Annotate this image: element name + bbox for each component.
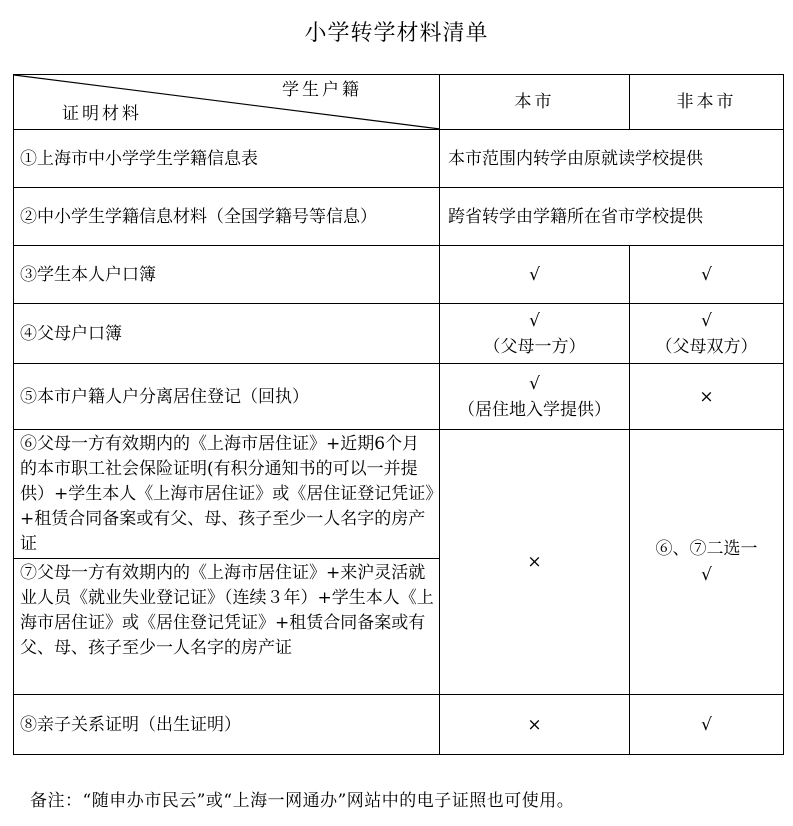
row-label: ④父母户口簿 xyxy=(14,304,440,364)
table-row xyxy=(14,130,784,188)
table-row xyxy=(14,246,784,304)
cross-mark-nonlocal: × xyxy=(630,364,784,430)
check-mark-nonlocal: √ xyxy=(701,565,712,585)
row-label: ⑤本市户籍人户分离居住登记（回执） xyxy=(14,364,440,430)
split-label-cell xyxy=(14,430,440,695)
check-mark-local: √ xyxy=(529,310,540,331)
row-label: ②中小学生学籍信息材料（全国学籍号等信息） xyxy=(14,188,440,246)
choose-one-text: ⑥、⑦二选一 xyxy=(655,539,758,559)
row-label-7: ⑦父母一方有效期内的《上海市居住证》+来沪灵活就业人员《就业失业登记证》（连续３年）+学生本人《上海市居住证》或《居住登记凭证》+租赁合同备案或有父、母、孩子至少一人名字的房产证 xyxy=(20,563,434,658)
page-title: 小学转学材料清单 xyxy=(304,21,489,46)
check-mark-nonlocal: √ xyxy=(630,246,784,304)
header-household-label: 学生户籍 xyxy=(282,80,362,100)
nonlocal-cell xyxy=(630,304,784,364)
header-materials-label: 证明材料 xyxy=(62,104,142,124)
local-note: （居住地入学提供） xyxy=(458,399,611,420)
cross-mark-local: × xyxy=(440,695,630,755)
local-cell xyxy=(440,304,630,364)
table-header-row xyxy=(14,75,784,130)
row-label: ①上海市中小学学生学籍信息表 xyxy=(14,130,440,188)
check-mark-nonlocal: √ xyxy=(630,695,784,755)
check-mark-nonlocal: √ xyxy=(701,310,712,331)
column-header-nonlocal: 非本市 xyxy=(630,75,784,130)
table-row xyxy=(14,188,784,246)
local-note: （父母一方） xyxy=(483,336,586,357)
table-row xyxy=(14,304,784,364)
merged-cell: 跨省转学由学籍所在省市学校提供 xyxy=(440,188,784,246)
diagonal-header-cell xyxy=(14,75,440,130)
check-mark-local: √ xyxy=(529,373,540,394)
cross-mark-local: × xyxy=(440,430,630,695)
merged-cell: 本市范围内转学由原就读学校提供 xyxy=(440,130,784,188)
row-label: ③学生本人户口簿 xyxy=(14,246,440,304)
local-cell xyxy=(440,364,630,430)
table-row xyxy=(14,430,784,695)
footnote: 备注：“随申办市民云”或“上海一网通办”网站中的电子证照也可使用。 xyxy=(30,791,575,811)
row-label-6: ⑥父母一方有效期内的《上海市居住证》+近期6个月的本市职工社会保险证明(有积分通知书的可以一并提供）+学生本人《上海市居住证》或《居住证登记凭证》+租赁合同备案或有父、母、孩子至少一人名字的房产证 xyxy=(14,430,439,559)
column-header-local: 本市 xyxy=(440,75,630,130)
check-mark-local: √ xyxy=(440,246,630,304)
row-label: ⑧亲子关系证明（出生证明） xyxy=(14,695,440,755)
nonlocal-note: （父母双方） xyxy=(655,336,758,357)
table-row xyxy=(14,695,784,755)
nonlocal-cell xyxy=(630,430,784,695)
materials-table xyxy=(13,74,784,755)
table-row xyxy=(14,364,784,430)
